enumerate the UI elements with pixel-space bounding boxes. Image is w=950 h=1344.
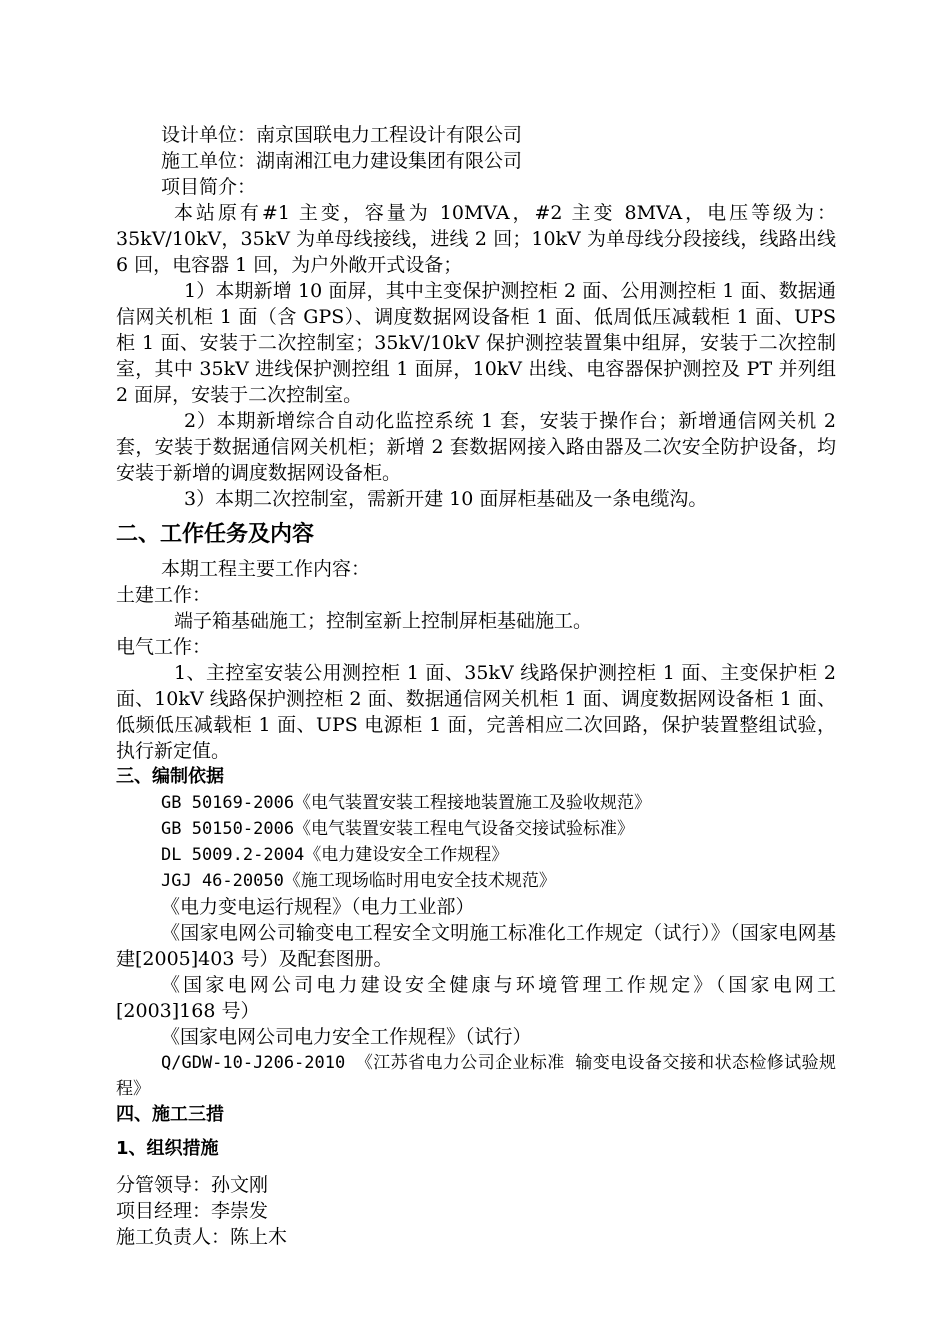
project-manager: 项目经理：李崇发 bbox=[116, 1200, 269, 1222]
reference-item: JGJ 46-20050《施工现场临时用电安全技术规范》 bbox=[161, 871, 556, 891]
civil-work-label: 土建工作： bbox=[116, 584, 212, 606]
section-heading-work-tasks: 二、工作任务及内容 bbox=[116, 522, 315, 547]
reference-item: 《国家电网公司输变电工程安全文明施工标准化工作规定（试行）》（国家电网基建[2005]403 号）及配套图册。 bbox=[116, 922, 836, 970]
project-summary-label: 项目简介： bbox=[161, 176, 257, 198]
reference-item: 《国家电网公司电力安全工作规程》（试行） bbox=[161, 1026, 532, 1048]
document-page bbox=[116, 122, 836, 1250]
reference-item: GB 50150-2006《电气装置安装工程电气设备交接试验标准》 bbox=[161, 819, 635, 839]
electrical-work-label: 电气工作： bbox=[116, 636, 212, 658]
construction-person-in-charge: 施工负责人：陈上木 bbox=[116, 1226, 288, 1248]
project-item-2: 2）本期新增综合自动化监控系统 1 套，安装于操作台；新增通信网关机 2 套，安装于数据通信网关机柜；新增 2 套数据网接入路由器及二次安全防护设备，均安装于新增的调度数据网设备柜。 bbox=[116, 410, 836, 484]
electrical-work-text: 1、主控室安装公用测控柜 1 面、35kV 线路保护测控柜 1 面、主变保护柜 2 面、10kV 线路保护测控柜 2 面、数据通信网关机柜 1 面、调度数据网设备柜 1 面、低频低压减载柜 1 面、UPS 电源柜 1 面，完善相应二次回路，保护装置整组试验，执行新定值。 bbox=[116, 662, 836, 762]
project-summary-text: 本站原有#1 主变，容量为 10MVA，#2 主变 8MVA，电压等级为：35kV/10kV，35kV 为单母线接线，进线 2 回；10kV 为单母线分段接线，线路出线 6 回，电容器 1 回，为户外敞开式设备； bbox=[116, 202, 836, 276]
civil-work-text: 端子箱基础施工；控制室新上控制屏柜基础施工。 bbox=[174, 610, 593, 632]
project-item-1: 1）本期新增 10 面屏，其中主变保护测控柜 2 面、公用测控柜 1 面、数据通信网关机柜 1 面（含 GPS）、调度数据网设备柜 1 面、低周低压减载柜 1 面、UPS 柜 1 面、安装于二次控制室；35kV/10kV 保护测控装置集中组屏，安装于二次控制室，其中 35kV 进线保护测控组 1 面屏，10kV 出线、电容器保护测控及 PT 并列组 2 面屏，安装于二次控制室。 bbox=[116, 280, 836, 406]
design-unit: 设计单位：南京国联电力工程设计有限公司 bbox=[161, 124, 523, 146]
section-heading-three-measures: 四、施工三措 bbox=[116, 1104, 224, 1125]
reference-item: DL 5009.2-2004《电力建设安全工作规程》 bbox=[161, 845, 509, 865]
project-item-3: 3）本期二次控制室，需新开建 10 面屏柜基础及一条电缆沟。 bbox=[184, 488, 708, 510]
reference-item: 《电力变电运行规程》（电力工业部） bbox=[161, 896, 475, 918]
subsection-heading-organization: 1、组织措施 bbox=[116, 1138, 219, 1159]
responsible-leader: 分管领导：孙文刚 bbox=[116, 1174, 269, 1196]
main-content-label: 本期工程主要工作内容： bbox=[161, 558, 371, 580]
construction-unit: 施工单位：湖南湘江电力建设集团有限公司 bbox=[161, 150, 523, 172]
reference-item: GB 50169-2006《电气装置安装工程接地装置施工及验收规范》 bbox=[161, 793, 652, 813]
reference-item: Q/GDW-10-J206-2010 《江苏省电力公司企业标准 输变电设备交接和状态检修试验规程》 bbox=[116, 1053, 836, 1099]
reference-item: 《国家电网公司电力建设安全健康与环境管理工作规定》（国家电网工[2003]168 号） bbox=[116, 974, 836, 1022]
section-heading-basis: 三、编制依据 bbox=[116, 766, 224, 787]
